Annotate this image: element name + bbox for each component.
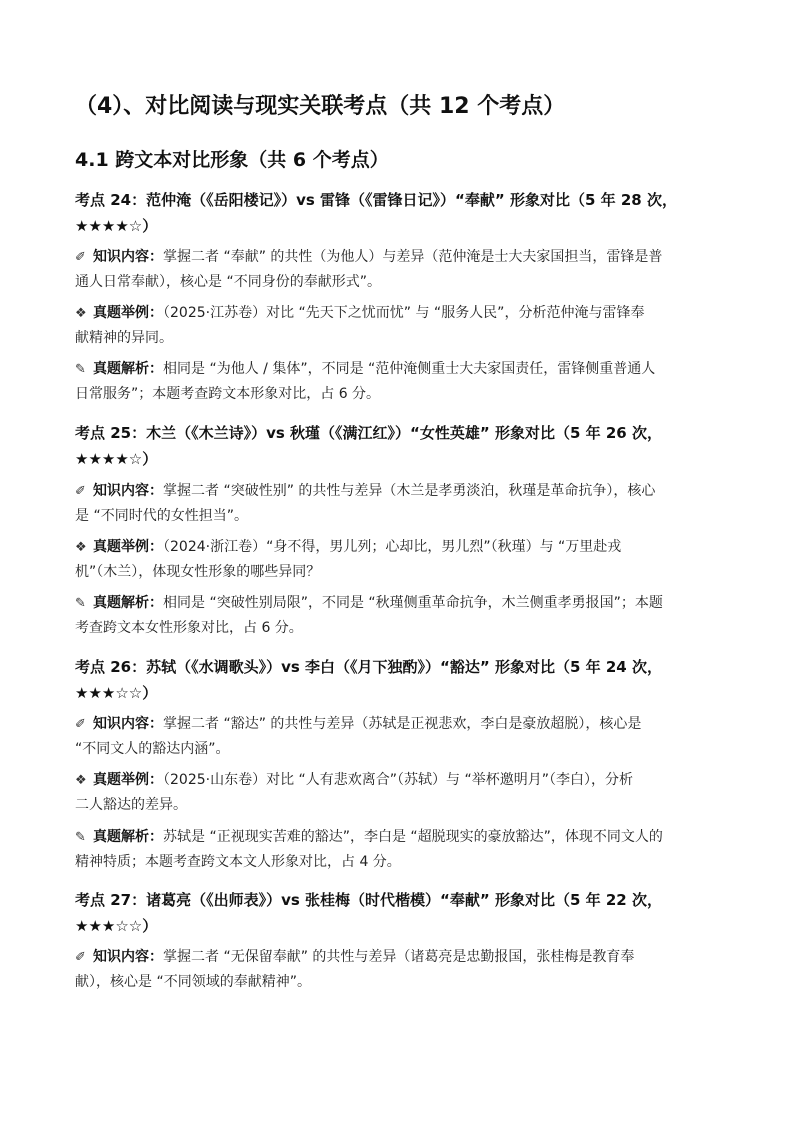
diamond-bullet-icon: ❖ — [75, 540, 87, 555]
example-text: 机”（木兰），体现女性形象的哪些异同？ — [75, 564, 321, 580]
knowledge-text: 掌握二者 “突破性别” 的共性与差异（木兰是孝勇淡泊，秋瑾是革命抗争），核心 — [163, 483, 656, 499]
point-27-heading — [75, 887, 735, 939]
analysis-label: 真题解析： — [93, 361, 163, 377]
point-heading-text: 考点 25：木兰（《木兰诗》）vs 秋瑾（《满江红》）“女性英雄” 形象对比（5 年 26 次， — [75, 424, 662, 442]
diamond-bullet-icon: ❖ — [75, 773, 87, 788]
knowledge-text: “不同文人的豁达内涵”。 — [75, 741, 230, 757]
point-26-example — [75, 768, 723, 818]
point-24-example — [75, 301, 723, 351]
knowledge-text: 掌握二者 “豁达” 的共性与差异（苏轼是正视悲欢，李白是豪放超脱），核心是 — [163, 716, 642, 732]
example-text: （2024·浙江卷）“身不得，男儿列；心却比，男儿烈”（秋瑾）与 “万里赴戎 — [163, 539, 622, 555]
knowledge-text: 掌握二者 “奉献” 的共性（为他人）与差异（范仲淹是士大夫家国担当，雷锋是普 — [163, 249, 663, 265]
analysis-text: 考查跨文本女性形象对比，占 6 分。 — [75, 620, 303, 636]
knowledge-label: 知识内容： — [93, 716, 163, 732]
point-24-heading — [75, 187, 735, 239]
knowledge-label: 知识内容： — [93, 949, 163, 965]
analysis-text: 精神特质；本题考查跨文本文人形象对比，占 4 分。 — [75, 854, 401, 870]
point-25-example — [75, 535, 723, 585]
example-text: 献精神的异同。 — [75, 330, 173, 346]
star-rating: ★★★☆☆） — [75, 917, 158, 935]
point-26-analysis — [75, 825, 723, 875]
point-26-knowledge — [75, 712, 723, 762]
pencil-icon: ✐ — [75, 250, 86, 265]
point-26-heading — [75, 654, 735, 706]
star-rating: ★★★★☆） — [75, 450, 158, 468]
knowledge-text: 掌握二者 “无保留奉献” 的共性与差异（诸葛亮是忠勤报国，张桂梅是教育奉 — [163, 949, 635, 965]
knowledge-label: 知识内容： — [93, 483, 163, 499]
point-24-analysis — [75, 357, 723, 407]
point-24-knowledge — [75, 245, 723, 295]
example-text: （2025·山东卷）对比 “人有悲欢离合”（苏轼）与 “举杯邀明月”（李白），分析 — [163, 772, 633, 788]
example-label: 真题举例： — [93, 305, 163, 321]
pencil-icon: ✐ — [75, 950, 86, 965]
point-heading-text: 考点 24：范仲淹（《岳阳楼记》）vs 雷锋（《雷锋日记》）“奉献” 形象对比（5 年 28 次， — [75, 191, 677, 209]
pencil-icon: ✐ — [75, 717, 86, 732]
pencil-icon: ✐ — [75, 484, 86, 499]
knowledge-text: 献），核心是 “不同领域的奉献精神”。 — [75, 974, 311, 990]
knowledge-label: 知识内容： — [93, 249, 163, 265]
diamond-bullet-icon: ❖ — [75, 306, 87, 321]
point-heading-text: 考点 27：诸葛亮（《出师表》）vs 张桂梅（时代楷模）“奉献” 形象对比（5 年 22 次， — [75, 891, 662, 909]
example-label: 真题举例： — [93, 772, 163, 788]
star-rating: ★★★★☆） — [75, 217, 158, 235]
analysis-label: 真题解析： — [93, 829, 163, 845]
example-text: 二人豁达的差异。 — [75, 797, 187, 813]
analysis-label: 真题解析： — [93, 595, 163, 611]
example-text: （2025·江苏卷）对比 “先天下之忧而忧” 与 “服务人民”，分析范仲淹与雷锋奉 — [163, 305, 645, 321]
point-25-knowledge — [75, 479, 723, 529]
point-25-analysis — [75, 591, 723, 641]
analysis-text: 苏轼是 “正视现实苦难的豁达”，李白是 “超脱现实的豪放豁达”，体现不同文人的 — [163, 829, 663, 845]
point-25-heading — [75, 420, 735, 472]
analysis-text: 日常服务”；本题考查跨文本形象对比，占 6 分。 — [75, 386, 381, 402]
chapter-title: （4）、对比阅读与现实关联考点（共 12 个考点） — [75, 94, 566, 119]
pen-icon: ✎ — [75, 830, 86, 845]
point-27-knowledge — [75, 945, 723, 995]
example-label: 真题举例： — [93, 539, 163, 555]
pen-icon: ✎ — [75, 596, 86, 611]
knowledge-text: 通人日常奉献），核心是 “不同身份的奉献形式”。 — [75, 274, 381, 290]
analysis-text: 相同是 “为他人 / 集体”，不同是 “范仲淹侧重士大夫家国责任，雷锋侧重普通人 — [163, 361, 656, 377]
section-title: 4.1 跨文本对比形象（共 6 个考点） — [75, 149, 389, 171]
analysis-text: 相同是 “突破性别局限”，不同是 “秋瑾侧重革命抗争，木兰侧重孝勇报国”；本题 — [163, 595, 663, 611]
star-rating: ★★★☆☆） — [75, 684, 158, 702]
pen-icon: ✎ — [75, 362, 86, 377]
point-heading-text: 考点 26：苏轼（《水调歌头》）vs 李白（《月下独酌》）“豁达” 形象对比（5 年 24 次， — [75, 658, 662, 676]
knowledge-text: 是 “不同时代的女性担当”。 — [75, 508, 248, 524]
